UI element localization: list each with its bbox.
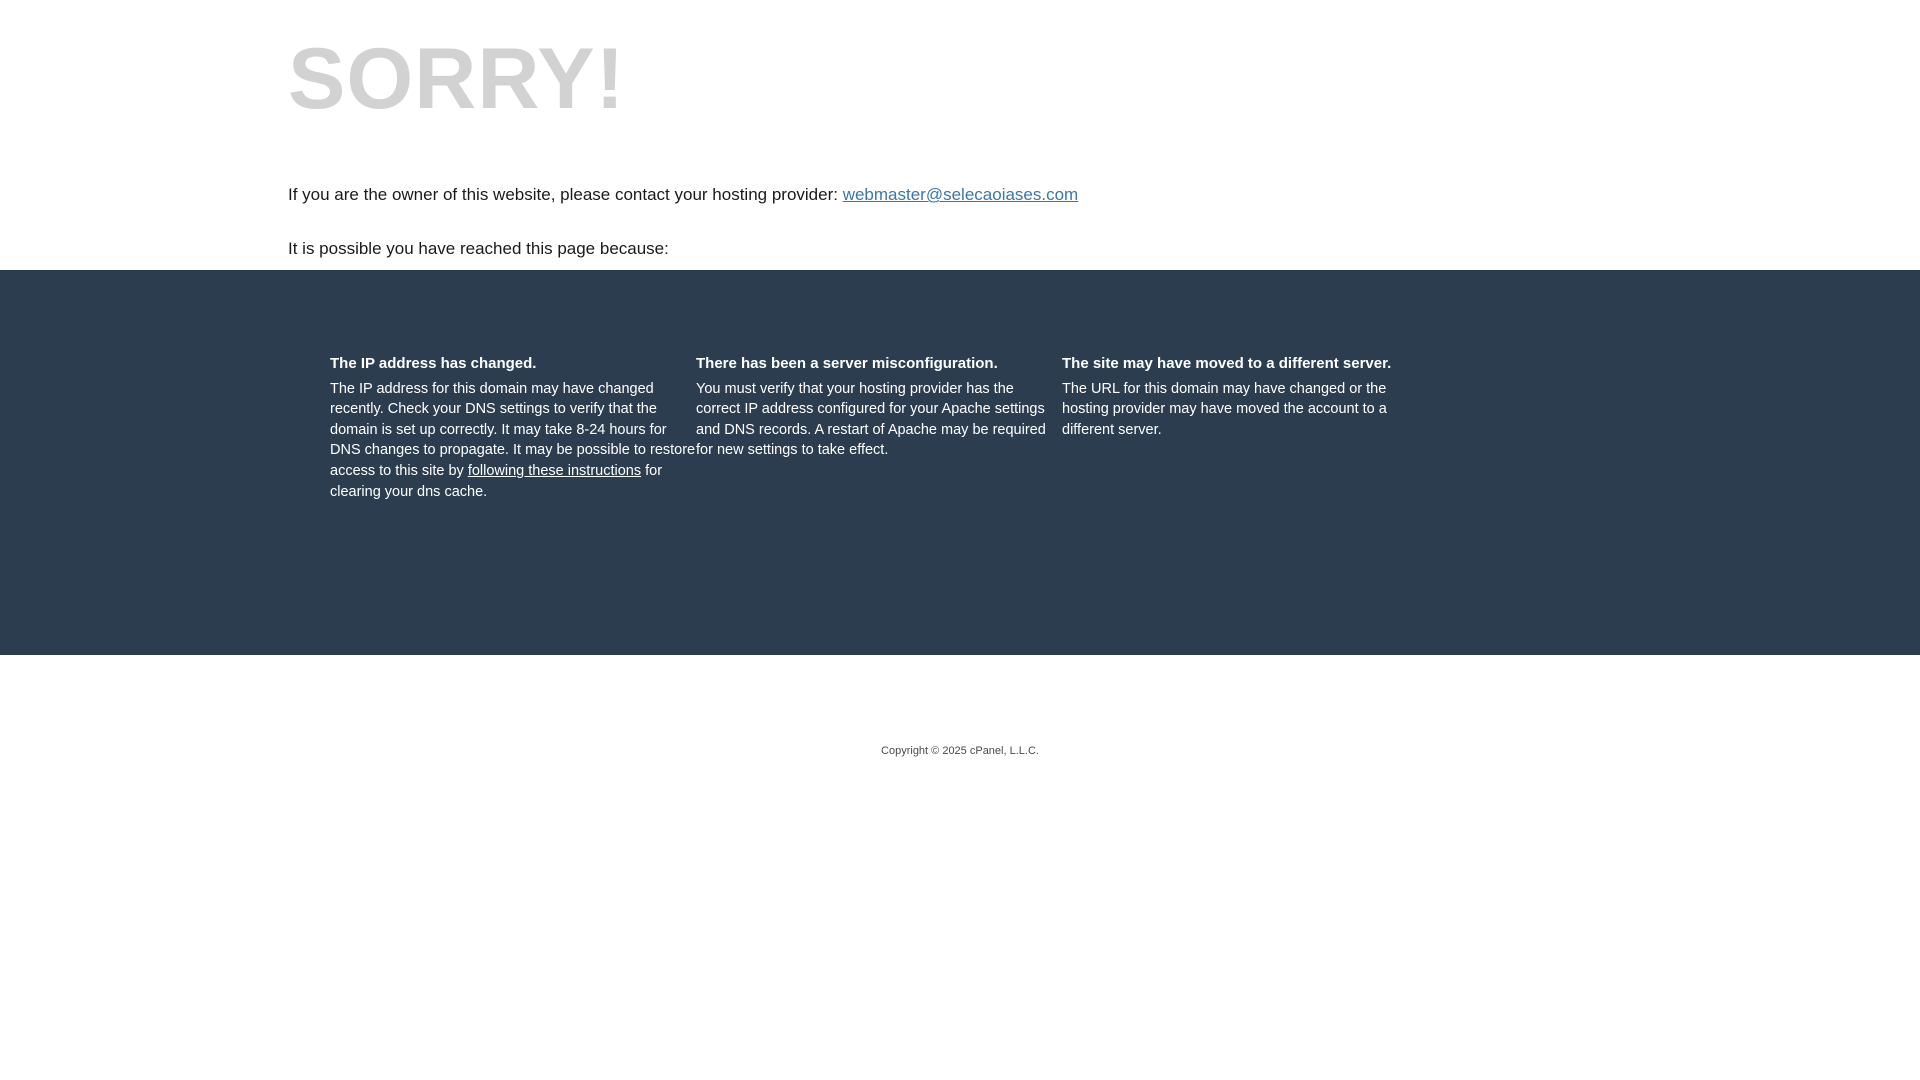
reason-heading: The site may have moved to a different server. [1062,355,1392,372]
footer-copyright: Copyright © 2025 cPanel, L.L.C. [881,745,1039,757]
reason-column-ip-address [330,353,696,502]
dns-instructions-link[interactable]: following these instructions [467,463,642,480]
owner-contact-text: If you are the owner of this website, please contact your hosting provider: [288,185,838,204]
reason-body: The URL for this domain may have changed or the hosting provider may have moved the account to a different server. [1062,380,1387,438]
reasons-band [0,270,1920,655]
reasons-columns [330,353,1630,502]
reason-body: You must verify that your hosting provider has the correct IP address configured for your Apache settings and DNS records. A restart of Apache may be required for new settings to take effect. [696,380,1046,459]
reason-heading: There has been a server misconfiguration. [696,355,998,372]
reason-body-text: The IP address for this domain may have changed recently. Check your DNS settings to verify that the domain is set up correctly. It may take 8-24 hours for DNS changes to propagate. It may be possible to restore access to this site by [330,380,696,480]
reason-intro-text: It is possible you have reached this page because: [288,238,669,258]
reason-column-moved-server [1062,353,1428,502]
reason-column-misconfiguration [696,353,1062,502]
reason-heading: The IP address has changed. [330,355,537,372]
reason-body-tail: for clearing your dns cache. [330,463,663,500]
owner-contact-line [288,182,1920,208]
page-title: SORRY! [288,31,626,127]
reason-body [330,379,696,502]
page-header [0,0,1920,261]
webmaster-email-link[interactable]: webmaster@selecaoiases.com [842,185,1079,204]
